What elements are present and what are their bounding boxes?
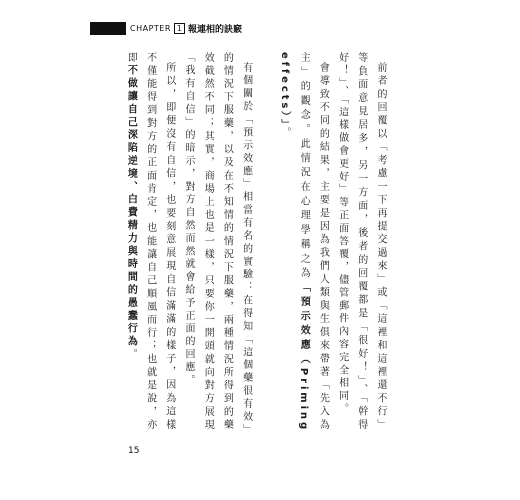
paragraph-4-end: 。 [125,348,137,362]
chapter-label: CHAPTER [130,23,171,33]
paragraph-3 [179,52,256,432]
chapter-header-bar [90,22,126,35]
paragraph-2 [275,52,333,432]
paragraph-4-text: 所以，即便沒有自信，也要刻意展現自信滿滿的樣子，因為這樣不僅能得到對方的正面肯定，也能讓自己順風而行；也就是說，亦即 [125,52,175,432]
chapter-header [90,21,242,35]
priming-effects-term: 「預示效應（Priming effects）」 [278,52,310,432]
paragraph-2-end: 。 [278,127,290,140]
paragraph-3-text: 有個關於「預示效應」相當有名的實驗：在得知「這個藥很有效」的情況下服藥，以及在不知情的情況下服藥，兩種情況所得到的藥效截然不同；其實，商場上也是一樣，只要你一開頭就向對方展現「我有自信」的暗示，對方自然而然就會給予正面的回應。 [182,52,252,432]
key-conclusion: 不做讓自己深陷逆境、白費精力與時間的愚蠢行為 [125,64,137,349]
paragraph-2-text: 會導致不同的結果，主要是因為我們人類與生俱來帶著「先入為主」的觀念。此情況在心理學稱之為 [298,52,329,432]
paragraph-1-text: 前者的回覆以「考慮一下再提交過來」或「這裡和這裡還不行」等負面意見居多，另一方面，後者的回覆都是「很好！」、「幹得好！」、「這樣做會更好」等正面答覆，儘管郵件內容完全相同。 [336,52,386,432]
body-text [102,52,390,432]
chapter-number: 1 [174,23,185,34]
chapter-title: 報連相的訣竅 [188,24,243,35]
paragraph-4 [121,52,179,432]
page-number: 15 [128,446,140,456]
paragraph-1 [332,52,390,432]
